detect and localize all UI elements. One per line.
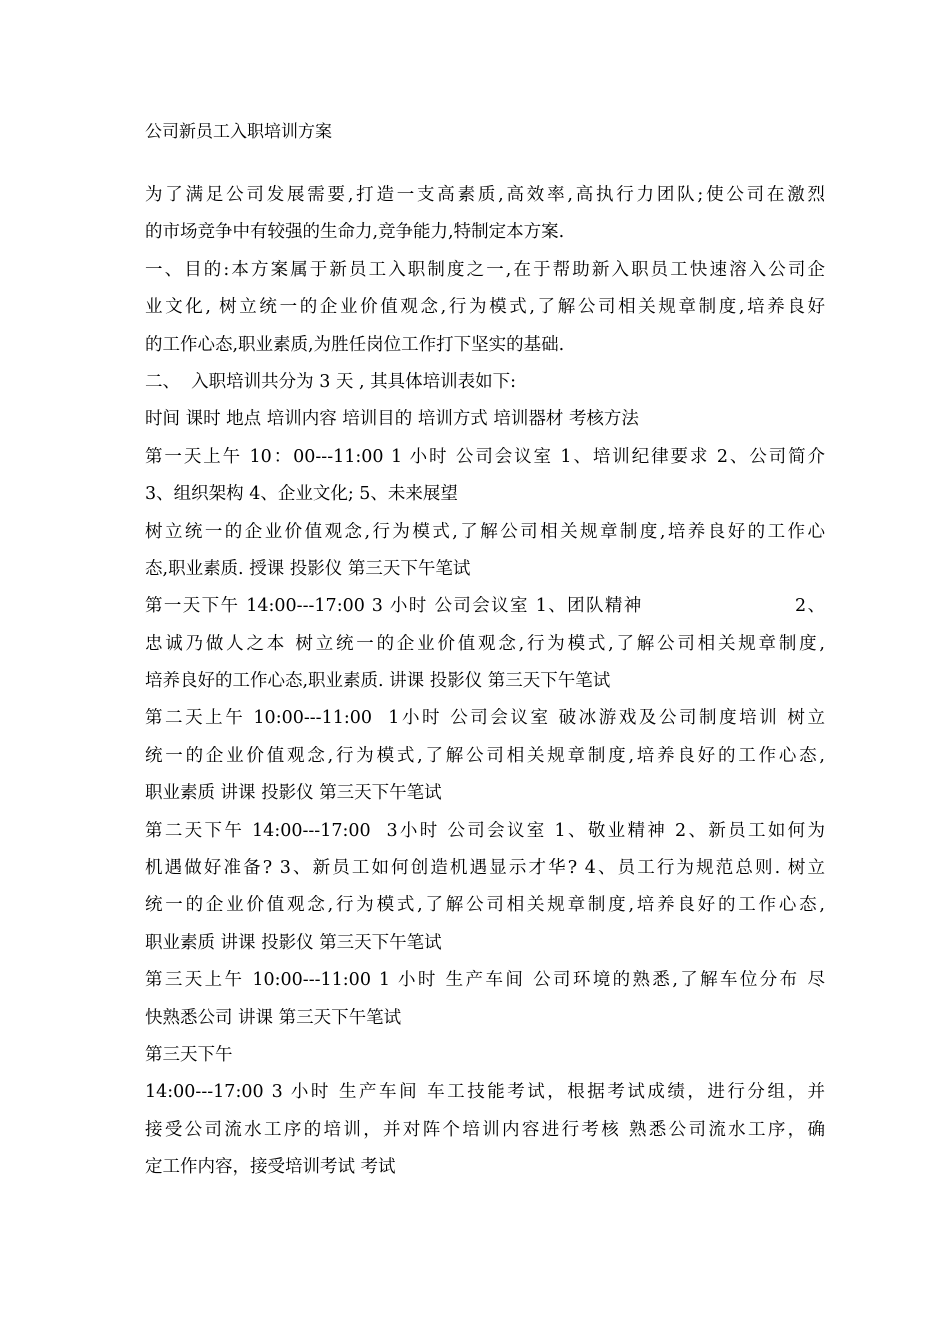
- body-line: 二、 入职培训共分为 3 天 , 其具体培训表如下:: [145, 371, 516, 392]
- body-line: 一、目的:本方案属于新员工入职制度之一,在于帮助新入职员工快速溶入公司企: [145, 259, 825, 280]
- body-line: 第三天上午 10:00---11:00 1 小时 生产车间 公司环境的熟悉,了解车位分布 尽: [145, 970, 825, 991]
- body-line: 的市场竞争中有较强的生命力,竞争能力,特制定本方案.: [145, 222, 565, 243]
- body-line: 态,职业素质. 授课 投影仪 第三天下午笔试: [145, 558, 471, 579]
- body-line: 忠诚乃做人之本 树立统一的企业价值观念,行为模式,了解公司相关规章制度,: [145, 633, 825, 654]
- body-line: 机遇做好准备? 3、新员工如何创造机遇显示才华? 4、员工行为规范总则. 树立: [145, 858, 825, 879]
- document-title: 公司新员工入职培训方案: [145, 122, 332, 142]
- body-line: 接受公司流水工序的培训，并对阵个培训内容进行考核 熟悉公司流水工序，确: [145, 1119, 825, 1140]
- body-line: 第二天上午 10:00---11:00 1小时 公司会议室 破冰游戏及公司制度培训 树立: [145, 708, 825, 729]
- body-line: 定工作内容，接受培训考试 考试: [145, 1157, 396, 1178]
- body-line: 第三天下午: [145, 1044, 233, 1065]
- body-line: 统一的企业价值观念,行为模式,了解公司相关规章制度,培养良好的工作心态,: [145, 745, 825, 766]
- document-body: [145, 177, 825, 1187]
- body-line: 时间 课时 地点 培训内容 培训目的 培训方式 培训器材 考核方法: [145, 409, 639, 430]
- body-line: 为了满足公司发展需要,打造一支高素质,高效率,高执行力团队;使公司在激烈: [145, 185, 825, 205]
- body-line: 职业素质 讲课 投影仪 第三天下午笔试: [145, 932, 442, 953]
- body-line: 第一天上午 10：00---11:00 1 小时 公司会议室 1、培训纪律要求 2、公司简介: [145, 446, 825, 467]
- body-line: 培养良好的工作心态,职业素质. 讲课 投影仪 第三天下午笔试: [145, 671, 611, 692]
- body-line: 第一天下午 14:00---17:00 3 小时 公司会议室 1、团队精神 2、: [145, 596, 825, 617]
- body-line: 树立统一的企业价值观念,行为模式,了解公司相关规章制度,培养良好的工作心: [145, 521, 825, 542]
- body-line: 职业素质 讲课 投影仪 第三天下午笔试: [145, 783, 442, 804]
- body-line: 统一的企业价值观念,行为模式,了解公司相关规章制度,培养良好的工作心态,: [145, 895, 825, 916]
- body-line: 业文化, 树立统一的企业价值观念,行为模式,了解公司相关规章制度,培养良好: [145, 297, 825, 318]
- body-line: 第二天下午 14:00---17:00 3小时 公司会议室 1、敬业精神 2、新员工如何为: [145, 820, 825, 841]
- body-line: 快熟悉公司 讲课 第三天下午笔试: [145, 1007, 402, 1028]
- body-line: 的工作心态,职业素质,为胜任岗位工作打下坚实的基础.: [145, 334, 565, 355]
- body-line: 14:00---17:00 3 小时 生产车间 车工技能考试，根据考试成绩，进行分组，并: [145, 1082, 825, 1103]
- body-line: 3、组织架构 4、企业文化; 5、未来展望: [145, 484, 458, 505]
